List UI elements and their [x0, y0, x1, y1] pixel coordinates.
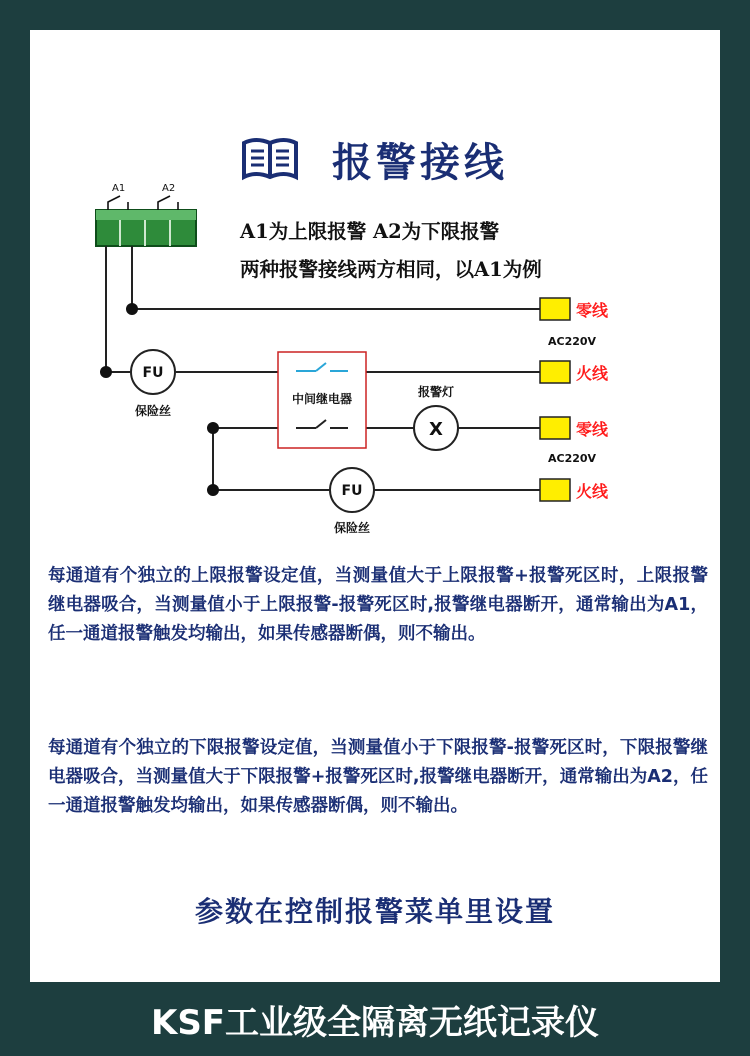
intro-line-1: A1为上限报警 A2为下限报警 — [240, 220, 500, 243]
lower-alarm-description: 每通道有个独立的下限报警设定值，当测量值小于下限报警-报警死区时，下限报警继电器吸合，当测量值大于下限报警+报警死区时,报警继电器断开，通常输出为A2，任一通道报警触发均输出，如果传感器断偶，则不输出。 — [48, 738, 708, 816]
product-banner: KSF工业级全隔离无纸记录仪 — [150, 1002, 600, 1043]
terminal-label: 火线 — [576, 482, 609, 501]
fuse-2-text: FU — [341, 483, 363, 499]
junction-dot — [207, 422, 219, 434]
junction-dot — [207, 484, 219, 496]
settings-note: 参数在控制报警菜单里设置 — [194, 895, 555, 928]
terminal-live-1 — [540, 361, 570, 383]
terminal-neutral-2 — [540, 417, 570, 439]
terminal-live-2 — [540, 479, 570, 501]
junction-dot — [100, 366, 112, 378]
fuse-1-text: FU — [142, 365, 164, 381]
relay-a2-label: A2 — [162, 183, 176, 194]
lamp-symbol-text: X — [429, 419, 443, 440]
content-panel — [30, 30, 720, 982]
terminal-neutral-1 — [540, 298, 570, 320]
relay-terminal-block — [96, 196, 196, 246]
fuse-1-label: 保险丝 — [134, 404, 172, 418]
voltage-label-2: AC220V — [548, 452, 597, 465]
wiring-diagram — [30, 30, 720, 550]
page-title: 报警接线 — [332, 139, 508, 186]
terminal-label: 零线 — [576, 420, 609, 439]
upper-alarm-description: 每通道有个独立的上限报警设定值，当测量值大于上限报警+报警死区时，上限报警继电器吸合，当测量值小于上限报警-报警死区时,报警继电器断开，通常输出为A1，任一通道报警触发均输出，如果传感器断偶，则不输出。 — [48, 566, 708, 644]
terminal-label: 零线 — [576, 301, 609, 320]
voltage-label-1: AC220V — [548, 335, 597, 348]
intro-line-2: 两种报警接线两方相同，以A1为例 — [240, 258, 542, 281]
relay-box-label: 中间继电器 — [291, 392, 353, 406]
junction-dot — [126, 303, 138, 315]
terminal-label: 火线 — [576, 364, 609, 383]
fuse-2-label: 保险丝 — [333, 521, 371, 535]
lamp-label: 报警灯 — [417, 385, 455, 399]
relay-a1-label: A1 — [112, 183, 126, 194]
